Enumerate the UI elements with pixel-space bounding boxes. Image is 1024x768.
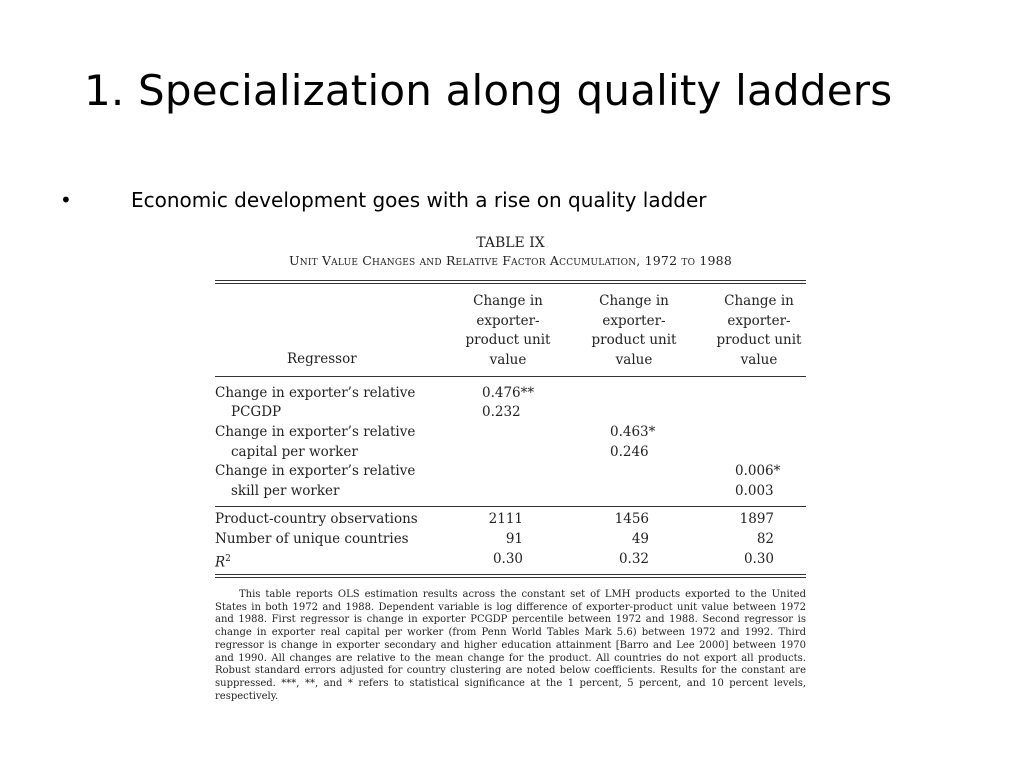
coef-2: 0.463* [610, 424, 656, 440]
r-symbol: R [215, 554, 226, 571]
coef-3: 0.006* [735, 463, 781, 479]
stat-label-countries: Number of unique countries [215, 531, 409, 547]
stat-obs-1: 2111 [488, 511, 523, 527]
bullet-marker: • [60, 188, 72, 212]
table-caption: TABLE IX [476, 235, 545, 251]
slide-title: 1. Specialization along quality ladders [84, 66, 893, 115]
table-subcaption: Unit Value Changes and Relative Factor Accumulation, 1972 to 1988 [289, 253, 732, 268]
coef-1: 0.476** [482, 385, 535, 401]
stat-label-r2 [215, 550, 231, 573]
stat-countries-3: 82 [756, 531, 774, 547]
stat-r2-2: 0.32 [618, 551, 649, 567]
se-1: 0.232 [482, 404, 521, 420]
regression-table [215, 234, 806, 702]
bottom-double-rule [215, 574, 806, 578]
regressor-3-line2: skill per worker [231, 483, 340, 499]
stat-label-observations: Product-country observations [215, 511, 418, 527]
mid-rule [215, 506, 806, 507]
table-note: This table reports OLS estimation results across the constant set of LMH products exported to the United States in both 1972 and 1988. Dependent variable is log difference of exporter-product unit value between 1972 and 1988. First regressor is change in exporter PCGDP percentile between 1972 and 1988. Second regressor is change in exporter real capital per worker (from Penn World Tables Mark 5.6) between 1972 and 1992. Third regressor is change in exporter secondary and higher education attainment [Barro and Lee 2000] between 1970 and 1990. All changes are relative to the mean change for the product. All countries do not export all products. Robust standard errors adjusted for country clustering are noted below coefficients. Results for the constant are suppressed. ***, **, and * refers to statistical significance at the 1 percent, 5 percent, and 10 percent levels, respectively. [215, 589, 806, 702]
regressor-2-line2: capital per worker [231, 444, 358, 460]
column-header-3: Change in exporter- product unit value [716, 293, 802, 368]
column-header-2: Change in exporter- product unit value [591, 293, 677, 368]
stat-countries-2: 49 [631, 531, 649, 547]
se-2: 0.246 [610, 444, 649, 460]
se-3: 0.003 [735, 483, 774, 499]
regressor-3-line1: Change in exporter’s relative [215, 463, 416, 479]
column-header-1: Change in exporter- product unit value [465, 293, 551, 368]
regressor-1-line1: Change in exporter’s relative [215, 385, 416, 401]
stat-obs-3: 1897 [739, 511, 774, 527]
top-double-rule [215, 280, 806, 284]
r-superscript: 2 [225, 554, 231, 564]
stat-r2-3: 0.30 [743, 551, 774, 567]
regressor-2-line1: Change in exporter’s relative [215, 424, 416, 440]
regressor-1-line2: PCGDP [231, 404, 282, 420]
bullet-text: Economic development goes with a rise on quality ladder [131, 188, 707, 212]
stat-countries-1: 91 [505, 531, 523, 547]
stat-obs-2: 1456 [614, 511, 649, 527]
regressor-header: Regressor [287, 351, 357, 367]
stat-r2-1: 0.30 [492, 551, 523, 567]
header-rule [215, 376, 806, 377]
